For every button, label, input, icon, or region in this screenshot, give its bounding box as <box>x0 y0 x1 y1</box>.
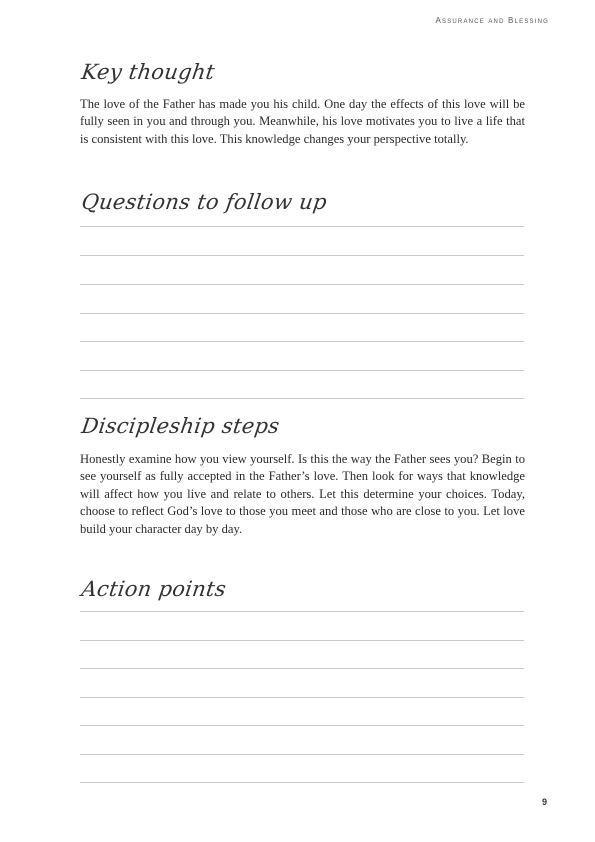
writing-line <box>80 697 524 698</box>
writing-line <box>80 782 524 783</box>
page-number: 9 <box>541 797 547 807</box>
writing-line <box>80 313 524 314</box>
writing-line <box>80 226 524 227</box>
action-points-heading: Action points <box>80 577 228 601</box>
writing-line <box>80 398 524 399</box>
running-head: Assurance and Blessing <box>435 16 549 25</box>
writing-line <box>80 725 524 726</box>
writing-line <box>80 341 524 342</box>
writing-line <box>80 370 524 371</box>
questions-heading: Questions to follow up <box>80 190 329 214</box>
writing-line <box>80 754 524 755</box>
writing-line <box>80 255 524 256</box>
writing-line <box>80 611 524 612</box>
writing-line <box>80 640 524 641</box>
key-thought-text: The love of the Father has made you his child. One day the effects of this love will be fully seen in you and through you. Meanwhile, his love motivates you to live a life that is consistent with this love. This knowledge changes your perspective totally. <box>80 97 525 146</box>
discipleship-text: Honestly examine how you view yourself. Is this the way the Father sees you? Begin to see yourself as fully accepted in the Father’s love. Then look for ways that knowledge will affect how you live and relate to others. Let this determine your choices. Today, choose to reflect God’s love to those you meet and those who are close to you. Let love build your character day by day. <box>80 452 525 536</box>
writing-line <box>80 284 524 285</box>
key-thought-heading: Key thought <box>80 60 217 84</box>
discipleship-heading: Discipleship steps <box>80 414 282 438</box>
writing-line <box>80 668 524 669</box>
